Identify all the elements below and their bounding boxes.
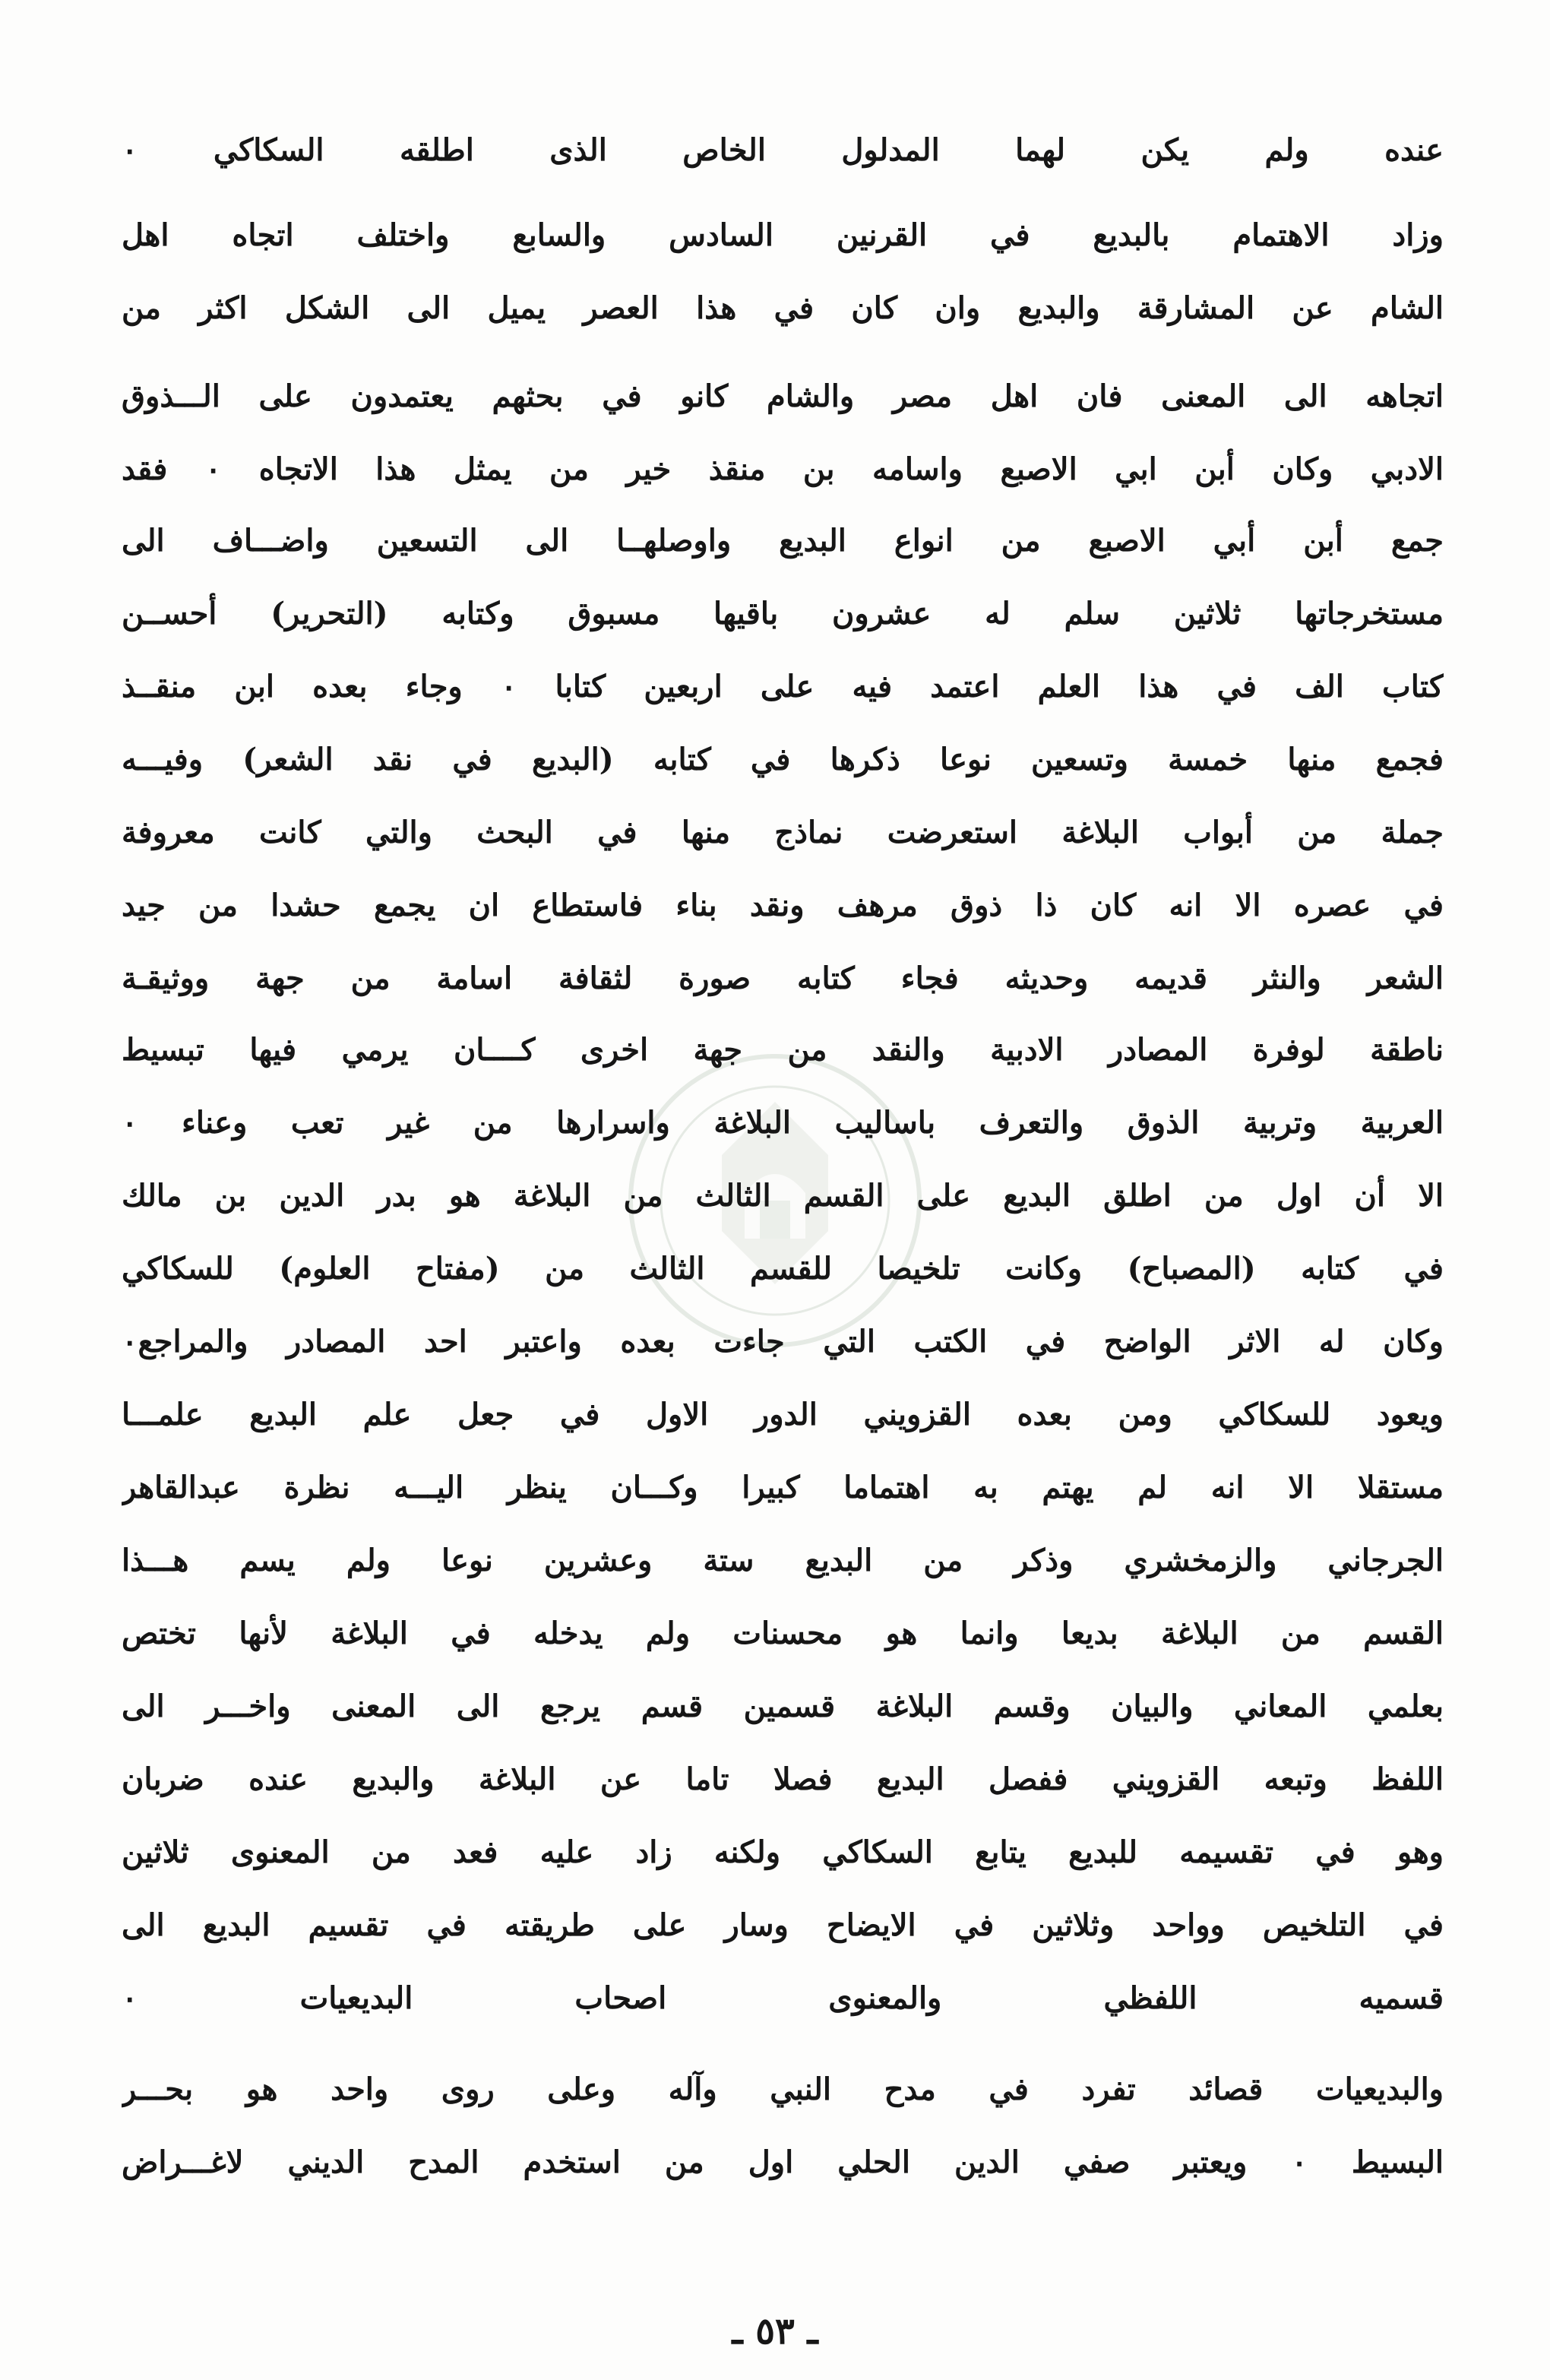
text-line: وكان له الاثر الواضح في الكتب التي جاءت بعده واعتبر احد المصادر والمراجع٠ [122,1324,1444,1359]
text-line: وزاد الاهتمام بالبديع في القرنين السادس والسابع واختلف اتجاه اهل [122,217,1444,253]
text-line: في عصره الا انه كان ذا ذوق مرهف ونقد بناء فاستطاع ان يجمع حشدا من جيد [122,888,1444,923]
text-line: والبديعيات قصائد تفرد في مدح النبي وآله وعلى روى واحد هو بحـــر [122,2071,1444,2107]
text-line: البسيط ٠ ويعتبر صفي الدين الحلي اول من استخدم المدح الديني لاغـــراض [122,2144,1444,2180]
text-line: عنده ولم يكن لهما المدلول الخاص الذى اطلقه السكاكي ٠ [122,132,1444,168]
text-line: العربية وتربية الذوق والتعرف باساليب البلاغة واسرارها من غير تعب وعناء ٠ [122,1105,1444,1141]
text-line: كتاب الف في هذا العلم اعتمد فيه على اربعين كتابا ٠ وجاء بعده ابن منقــذ [122,669,1444,704]
text-line: اتجاهه الى المعنى فان اهل مصر والشام كانو في بحثهم يعتمدون على الـــذوق [122,378,1444,414]
page-number: ـ ٥٣ ـ [732,2310,818,2353]
text-line: الشام عن المشارقة والبديع وان كان في هذا العصر يميل الى الشكل اكثر من [122,290,1444,326]
text-line: وهو في تقسيمه للبديع يتابع السكاكي ولكنه زاد عليه فعد من المعنوى ثلاثين [122,1834,1444,1870]
text-line: بعلمي المعاني والبيان وقسم البلاغة قسمين قسم يرجع الى المعنى واخـــر الى [122,1688,1444,1724]
text-line: جملة من أبواب البلاغة استعرضت نماذج منها في البحث والتي كانت معروفة [122,815,1444,850]
text-line: الا أن اول من اطلق البديع على القسم الثالث من البلاغة هو بدر الدين بن مالك [122,1178,1444,1214]
text-line: قسميه اللفظي والمعنوى اصحاب البديعيات ٠ [122,1980,1444,2016]
text-line: مستخرجاتها ثلاثين سلم له عشرون باقيها مسبوق وكتابه (التحرير) أحســن [122,596,1444,631]
text-line: في كتابه (المصباح) وكانت تلخيصا للقسم الثالث من (مفتاح العلوم) للسكاكي [122,1251,1444,1287]
text-line: اللفظ وتبعه القزويني ففصل البديع فصلا تاما عن البلاغة والبديع عنده ضربان [122,1761,1444,1797]
text-line: فجمع منها خمسة وتسعين نوعا ذكرها في كتابه (البديع في نقد الشعر) وفيـــه [122,742,1444,777]
text-line: ناطقة لوفرة المصادر الادبية والنقد من جهة اخرى كــــان يرمي فيها تبسيط [122,1032,1444,1068]
text-line: جمع أبن أبي الاصبع من انواع البديع واوصلهــا الى التسعين واضـــاف الى [122,523,1444,559]
text-line: الجرجاني والزمخشري وذكر من البديع ستة وعشرين نوعا ولم يسم هـــذا [122,1543,1444,1578]
text-line: في التلخيص وواحد وثلاثين في الايضاح وسار على طريقته في تقسيم البديع الى [122,1907,1444,1943]
text-line: ويعود للسكاكي ومن بعده القزويني الدور الاول في جعل علم البديع علمـــا [122,1397,1444,1432]
text-line: الادبي وكان أبن ابي الاصبع واسامه بن منقذ خير من يمثل هذا الاتجاه ٠ فقد [122,451,1444,487]
text-line: مستقلا الا انه لم يهتم به اهتماما كبيرا وكـــان ينظر اليـــه نظرة عبدالقاهر [122,1470,1444,1505]
text-line: الشعر والنثر قديمه وحديثه فجاء كتابه صورة لثقافة اسامة من جهة ووثيقـة [122,961,1444,996]
text-line: القسم من البلاغة بديعا وانما هو محسنات ولم يدخله في البلاغة لأنها تختص [122,1616,1444,1651]
